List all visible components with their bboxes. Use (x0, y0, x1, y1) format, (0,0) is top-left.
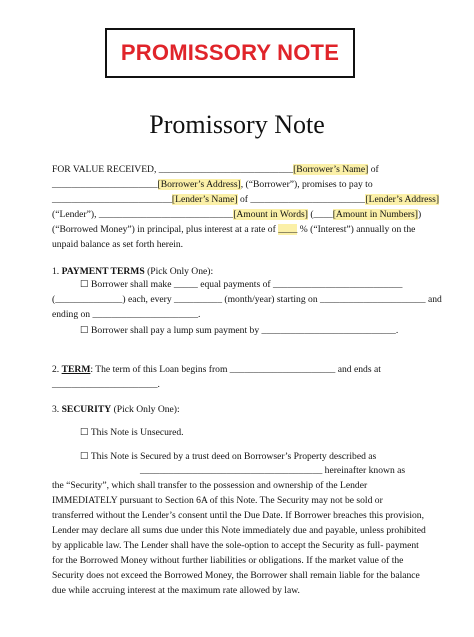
intro-line-3 (52, 192, 440, 207)
intro-line-2 (52, 177, 412, 192)
section-number: 3. (52, 404, 62, 415)
amount-words-placeholder[interactable]: [Amount in Words] (233, 209, 308, 220)
lender-address-placeholder[interactable]: [Lender’s Address] (365, 194, 440, 205)
section-title: PAYMENT TERMS (61, 266, 145, 277)
section-title: SECURITY (61, 404, 112, 415)
amount-numbers-placeholder[interactable]: [Amount in Numbers] (332, 209, 418, 220)
intro-text: (“Borrowed Money”) in principal, plus interest at a rate of (52, 224, 279, 235)
borrower-name-placeholder[interactable]: [Borrower’s Name] (293, 164, 369, 175)
section-title: TERM (61, 364, 91, 375)
security-body-line: the “Security”, which shall transfer to the possession and ownership of the Lender (52, 480, 368, 491)
security-option-secured[interactable]: ☐ This Note is Secured by a trust deed on Borrowser’s Property described as (80, 451, 377, 462)
intro-text: ) (417, 209, 422, 220)
security-body-line: for the Borrowed Money without further liabilities or obligations. If the market value of the (52, 555, 404, 566)
document-title: Promissory Note (149, 110, 325, 139)
security-body-line: transferred without the Lender’s consent until the Due Date. If Borrower breaches this provision, (52, 510, 425, 521)
intro-line-4 (52, 207, 422, 222)
section-security-heading (52, 402, 412, 417)
intro-text: _________________________ (52, 194, 172, 205)
security-body-line: Security does not exceed the Borrowed Money, the Borrower shall remain liable for the balance (52, 570, 420, 581)
security-option-unsecured[interactable]: ☐ This Note is Unsecured. (80, 427, 184, 438)
term-text: : The term of this Loan begins from ______________________ and ends at (90, 364, 381, 375)
intro-text: , (“Borrower”), promises to pay to (240, 179, 373, 190)
section-subtitle: (Pick Only One): (144, 266, 214, 277)
borrower-address-placeholder[interactable]: [Borrower’s Address] (157, 179, 241, 190)
intro-text: % (“Interest”) annually on the (297, 224, 416, 235)
intro-text: FOR VALUE RECEIVED, ____________________________ (52, 164, 294, 175)
banner-title: PROMISSORY NOTE (120, 40, 340, 65)
intro-text: (“Lender”), ____________________________ (52, 209, 234, 220)
section-term-heading (52, 362, 412, 377)
intro-text: of (368, 164, 379, 175)
section-number: 2. (52, 364, 62, 375)
intro-line-6: unpaid balance as set forth herein. (52, 239, 184, 250)
intro-text: of ________________________ (237, 194, 366, 205)
term-line-2: ______________________. (52, 379, 160, 390)
section-number: 1. (52, 266, 62, 277)
security-body-line: due while accruing interest at the maximum rate allowed by law. (52, 585, 300, 596)
security-body-line: by applicable law. The Lender shall have the sole-option to accept the Security as full- payment (52, 540, 419, 551)
banner-box (105, 28, 355, 78)
intro-text: (____ (307, 209, 333, 220)
payment-option-installments-line-2: (______________) each, every __________ (month/year) starting on ______________________ and (52, 294, 442, 305)
lender-name-placeholder[interactable]: [Lender’s Name] (171, 194, 238, 205)
intro-text: ______________________ (52, 179, 158, 190)
intro-line-1 (52, 162, 412, 177)
interest-rate-placeholder[interactable]: ____ (278, 224, 298, 235)
payment-option-installments[interactable]: ☐ Borrower shall make _____ equal payments of ___________________________ (80, 279, 403, 290)
security-body-line: IMMEDIATELY pursuant to Section 6A of this Note. The Security may not be sold or (52, 495, 383, 506)
intro-line-5 (52, 222, 416, 237)
section-subtitle: (Pick Only One): (111, 404, 180, 415)
security-secured-line-2: ______________________________________ hereinafter known as (140, 465, 406, 476)
payment-option-installments-line-3: ending on ______________________. (52, 309, 201, 320)
security-body-line: Lender may declare all sums due under this Note immediately due and payable, unless prohibited (52, 525, 426, 536)
payment-option-lump-sum[interactable]: ☐ Borrower shall pay a lump sum payment by ____________________________. (80, 325, 399, 336)
